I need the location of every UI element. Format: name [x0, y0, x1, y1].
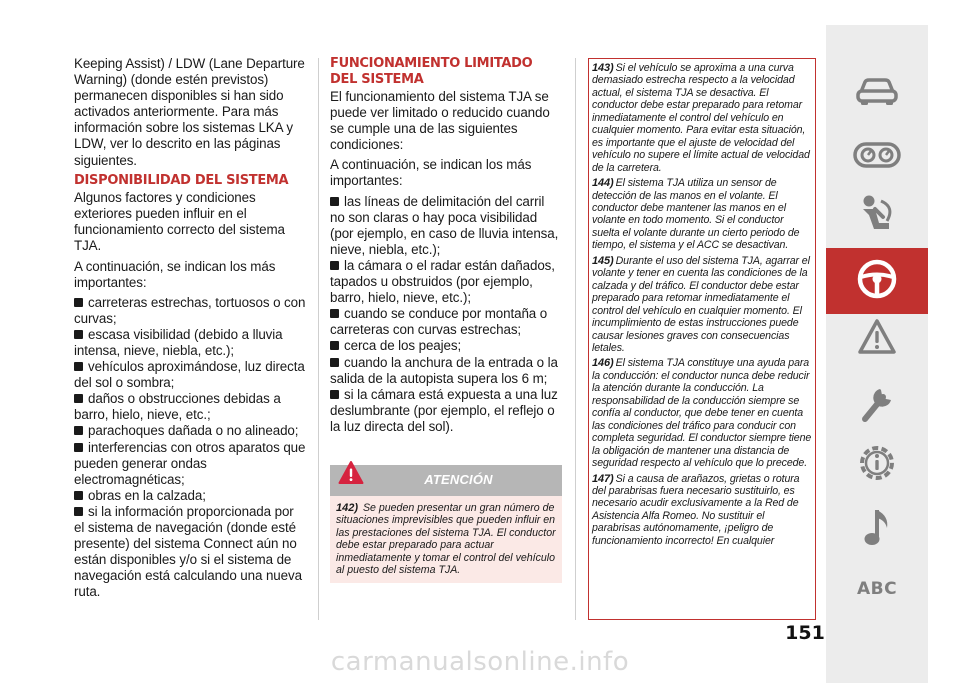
bullet-square-icon	[74, 298, 83, 307]
chapter-sidebar	[826, 0, 960, 683]
list-item: la cámara o el radar están dañados, tapados u obstruidos (por ejemplo, barro, hielo, nieve, etc.);	[330, 257, 555, 306]
sidebar-item-car[interactable]	[826, 60, 928, 126]
note-item: 143) Si el vehículo se aproxima a una curva demasiado estrecha respecto a la velocidad actual, el sistema TJA se desactiva. El conductor debe estar preparado para retomar inmediatamente el control del vehículo en cualquier momento. Para evitar esta situación, es importante que el ajuste de velocidad del vehículo no supere el límite actual de velocidad de la carretera.	[592, 62, 810, 174]
paragraph: A continuación, se indican los más importantes:	[74, 258, 276, 290]
paragraph: El funcionamiento del sistema TJA se puede ver limitado o reducido cuando se cumple una de las siguientes condiciones:	[330, 89, 550, 153]
bullet-square-icon	[74, 507, 83, 516]
sidebar-item-index[interactable]	[826, 556, 928, 622]
warning-header	[330, 465, 562, 496]
sidebar-item-warnings[interactable]	[826, 306, 928, 372]
note-number: 147)	[592, 472, 614, 485]
steering-wheel-icon	[856, 258, 898, 305]
warning-text: 142) Se pueden presentar un gran número de situaciones imprevisibles que pueden influir en las prestaciones del sistema TJA. El conductor debe estar preparado para actuar inmediatamente y tomar el control del vehículo al puesto del sistema TJA.	[336, 501, 556, 577]
sidebar-item-driving[interactable]	[826, 248, 928, 314]
list-item: obras en la calzada;	[74, 488, 306, 504]
bullet-square-icon	[74, 426, 83, 435]
wrench-icon	[857, 381, 897, 430]
note-number: 146)	[592, 357, 614, 370]
bullet-square-icon	[74, 362, 83, 371]
notes-column	[588, 58, 816, 620]
list-item: si la cámara está expuesta a una luz deslumbrante (por ejemplo, el reflejo o la luz directa del sol).	[330, 386, 558, 434]
sidebar-item-maintenance[interactable]	[826, 372, 928, 438]
list-item: si la información proporcionada por el sistema de navegación (donde esté presente) del sistema Connect aún no están disponibles y/o si el sistema de navegación está calculando una nueva ruta.	[74, 503, 302, 600]
list-item: cuando la anchura de la entrada o la salida de la autopista supera los 6 m;	[330, 354, 558, 386]
note-item: 145) Durante el uso del sistema TJA, agarrar el volante y tener en cuenta las condiciones de la calzada y del tráfico. El conductor debe estar preparado para retomar inmediatamente el control del vehículo en cualquier momento. El incumplimiento de estas instrucciones puede causar lesiones graves con consecuencias letales.	[592, 254, 810, 354]
index-label: ABC	[856, 579, 898, 599]
bullet-square-icon	[74, 330, 83, 339]
sidebar-item-dashboard[interactable]	[826, 124, 928, 190]
column-2	[330, 56, 562, 583]
bullet-square-icon	[330, 341, 339, 350]
dashboard-icon	[853, 140, 901, 175]
paragraph: A continuación, se indican los más importantes:	[330, 157, 532, 189]
list-item: daños o obstrucciones debidas a barro, hielo, nieve, etc.;	[74, 391, 281, 423]
list-item: las líneas de delimitación del carril no son claras o hay poca visibilidad (por ejemplo, en caso de lluvia intensa, nieve, niebla, etc.);	[330, 193, 559, 257]
note-number: 143)	[592, 62, 614, 74]
bullet-square-icon	[330, 197, 339, 206]
bullet-square-icon	[74, 394, 83, 403]
car-icon	[855, 76, 899, 111]
sidebar-item-multimedia[interactable]	[826, 496, 928, 562]
music-note-icon	[861, 506, 893, 553]
bullet-square-icon	[330, 309, 339, 318]
bullet-square-icon	[330, 358, 339, 367]
bullet-square-icon	[74, 491, 83, 500]
note-item: 146) El sistema TJA constituye una ayuda para la conducción: el conductor nunca debe reducir la atención durante la conducción. La responsabilidad de la conducción siempre se confía al conductor, que debe tener en cuenta las condiciones del tráfico para conducir con completa seguridad. El conductor siempre tiene la obligación de mantener una distancia de seguridad respecto al vehículo que lo precede.	[592, 357, 812, 470]
note-item: 144) El sistema TJA utiliza un sensor de detección de las manos en el volante. El conductor debe mantener las manos en el volante en todo momento. Si el conductor suelta el volante durante un cierto periodo de tiempo, el sistema y el ACC se desactivan.	[592, 177, 800, 252]
warning-box	[330, 465, 562, 583]
column-divider	[318, 58, 319, 620]
section-heading-limited: FUNCIONAMIENTO LIMITADO DEL SISTEMA	[330, 56, 533, 87]
paragraph: Algunos factores y condiciones exteriores pueden influir en el funcionamiento correcto del sistema TJA.	[74, 190, 285, 254]
bullet-square-icon	[330, 261, 339, 270]
list-item: cerca de los peajes;	[330, 338, 562, 354]
list-item: vehículos aproximándose, luz directa del sol o sombra;	[74, 359, 305, 391]
sidebar-item-safety[interactable]	[826, 184, 928, 250]
info-gear-icon	[855, 441, 899, 490]
list-item: cuando se conduce por montaña o carreteras con curvas estrechas;	[330, 306, 548, 338]
list-item: parachoques dañada o no alineado;	[74, 423, 306, 439]
column-divider	[575, 58, 576, 620]
page-number: 151	[785, 622, 825, 644]
watermark: carmanualsonline.info	[330, 647, 630, 677]
bullet-square-icon	[330, 390, 339, 399]
column-1	[74, 56, 306, 601]
intro-paragraph: Keeping Assist) / LDW (Lane Departure Warning) (donde estén previstos) permanecen disponibles si han sido activados anteriormente. Para más información sobre los sistemas LKA y LDW, ver lo descrito en las páginas siguientes.	[74, 56, 305, 168]
seat-safety-icon	[855, 193, 899, 242]
note-number: 142)	[336, 501, 359, 514]
warning-triangle-icon	[857, 318, 897, 361]
list-item: interferencias con otros aparatos que pueden generar ondas electromagnéticas;	[74, 439, 306, 487]
sidebar-item-technical-data[interactable]	[826, 432, 928, 498]
section-heading-availability: DISPONIBILIDAD DEL SISTEMA	[74, 172, 289, 188]
warning-title: ATENCIÓN	[424, 471, 493, 487]
list-item: carreteras estrechas, tortuosos o con curvas;	[74, 294, 306, 326]
note-item: 147) Si a causa de arañazos, grietas o rotura del parabrisas fuera necesario sustituirlo, es necesario acudir exclusivamente a la Red de Asistencia Alfa Romeo. No sustituir el parabrisas autónomamente, ¡peligro de funcionamiento incorrecto! En cualquier	[592, 472, 800, 547]
note-number: 144)	[592, 177, 614, 190]
bullet-square-icon	[74, 443, 83, 452]
list-item: escasa visibilidad (debido a lluvia intensa, nieve, niebla, etc.);	[74, 326, 283, 358]
note-number: 145)	[592, 254, 614, 267]
